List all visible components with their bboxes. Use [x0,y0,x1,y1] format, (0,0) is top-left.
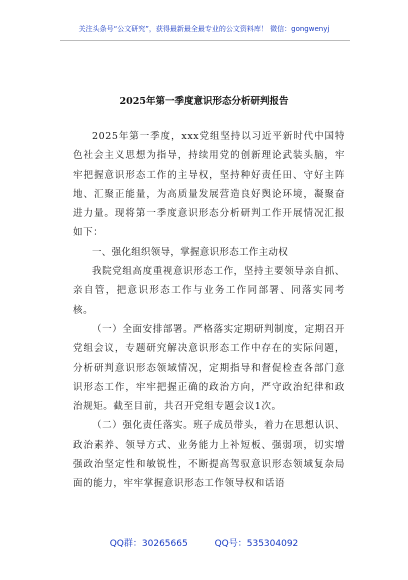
footer-qq-group: QQ群：30265665 [109,539,188,549]
body-paragraph: （二）强化责任落实。班子成员带头，着力在思想认识、政治素养、领导方式、业务能力上补短板、强弱项，切实增强政治坚定性和敏锐性，不断提高驾驭意识形态领域复杂局面的能力，牢牢掌握意识形态工作领导权和话语 [73,420,345,490]
intro-paragraph: 2025年第一季度，xxx党组坚持以习近平新时代中国特色社会主义思想为指导，持续用党的创新理论武装头脑，牢牢把握意识形态工作的主导权，坚持种好责任田、守好主阵地、汇聚正能量，为高质量发展营造良好舆论环境，凝聚奋进力量。现将第一季度意识形态分析研判工作开展情况汇报如下： [73,131,345,239]
body-paragraph: （一）全面安排部署。严格落实定期研判制度，定期召开党组会议，专题研究解决意识形态工作中存在的实际问题，分析研判意识形态领域情况，定期指导和督促检查各部门意识形态工作，牢牢把握正确的政治方向，严守政治纪律和政治规矩。截至目前，共召开党组专题会议1次。 [73,323,345,413]
body-paragraph: 我院党组高度重视意识形态工作，坚持主要领导亲自抓、亲自管，把意识形态工作与业务工作同部署、同落实同考核。 [73,266,345,316]
footer-contact [0,536,408,549]
document-title: 2025年第一季度意识形态分析研判报告 [119,96,289,107]
header-note: 关注头条号“公文研究”，获得最新最全最专业的公文资料库！ 微信：gongwenyj [78,25,330,33]
section-heading: 一、强化组织领导，掌握意识形态工作主动权 [92,246,289,258]
footer-qq-number: QQ号：535304092 [214,539,299,549]
document-body [73,127,345,494]
header-divider [60,40,350,41]
